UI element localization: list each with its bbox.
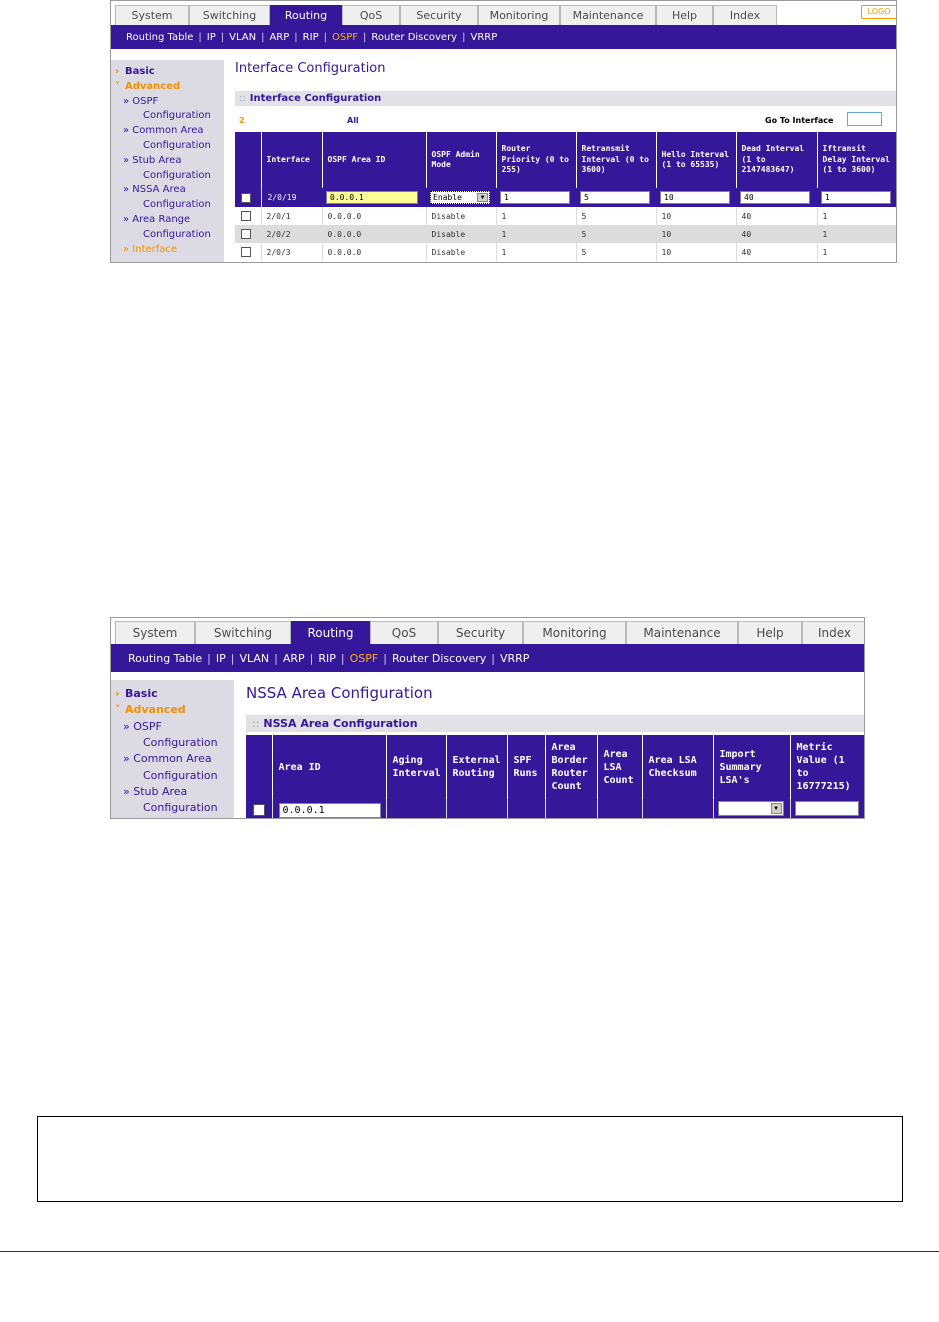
row-checkbox[interactable] [241,211,251,221]
column-header-interface: Interface [261,132,322,188]
column-header-dead-interval-1-to-2147483647: Dead Interval (1 to 2147483647) [736,132,817,188]
row-checkbox[interactable] [241,229,251,239]
sub-nav-bar [111,25,896,49]
retransmit-input[interactable]: 5 [580,191,650,204]
subnav-vrrp[interactable]: VRRP [499,651,530,665]
subnav-arp[interactable]: ARP [282,651,305,665]
sidebar-item-stub-area[interactable] [113,785,187,798]
sidebar-item-label: Basic [125,66,155,77]
page-title: Interface Configuration [235,61,386,76]
tab-index[interactable]: Index [802,621,865,644]
admin-mode-value: Enable [433,193,462,202]
empty-cell [386,799,446,819]
area-id-input[interactable]: 0.0.0.1 [279,803,381,818]
row-select-cell [235,207,261,225]
interface-value: 2/0/19 [267,193,297,202]
sidebar [111,60,224,263]
edit-cell-interface [261,188,322,207]
logo: LOGO [861,5,897,19]
interface-configuration-screenshot [110,0,897,263]
column-header-area-id: Area ID [272,735,386,799]
row-checkbox[interactable] [253,804,265,816]
row-checkbox[interactable] [241,247,251,257]
dropdown-arrow-icon: ▼ [771,803,782,814]
subnav-rip[interactable]: RIP [302,31,319,43]
column-header-router-priority-0-to-255: Router Priority (0 to 255) [496,132,576,188]
import-summary-select[interactable] [718,801,784,816]
tab-maintenance[interactable]: Maintenance [626,621,738,644]
cell-admin-mode: Disable [426,243,496,261]
sidebar-item-label: » Stub Area [123,154,182,166]
sidebar-item-basic[interactable] [115,687,158,700]
subnav-ospf[interactable]: OSPF [331,31,358,43]
chevron-down-icon: ˅ [115,80,120,92]
area-id-input[interactable]: 0.0.0.1 [326,191,418,204]
edit-cell-metric [790,799,865,819]
tab-security[interactable]: Security [438,621,523,644]
sidebar-item-area-range[interactable] [113,214,190,225]
sidebar-item-label: » OSPF [123,95,159,107]
subnav-vlan[interactable]: VLAN [229,31,257,43]
metric-value-input[interactable] [795,801,859,816]
sidebar-item-configuration[interactable] [123,769,218,782]
column-header-area-border-router-count: Area Border Router Count [545,735,597,799]
subnav-separator: | [220,31,225,43]
sidebar-item-configuration[interactable] [123,229,211,240]
row-select-cell [235,243,261,261]
sidebar-item-label: Configuration [143,735,218,749]
column-header-aging-interval: Aging Interval [386,735,446,799]
edit-cell-retransmit [576,188,656,207]
cell-dead: 40 [736,243,817,261]
subnav-separator: | [274,651,278,665]
sidebar-item-configuration[interactable] [123,140,211,151]
column-header-area-lsa-checksum: Area LSA Checksum [642,735,713,799]
column-header-external-routing: External Routing [446,735,507,799]
subnav-ip[interactable]: IP [206,31,216,43]
cell-area-id: 0.0.0.0 [322,225,426,243]
sidebar-item-label: » Interface [123,243,178,255]
tab-routing[interactable]: Routing [270,5,342,25]
column-header-ospf-admin-mode: OSPF Admin Mode [426,132,496,188]
dropdown-arrow-icon: ▼ [477,193,488,202]
priority-input[interactable]: 1 [500,191,570,204]
empty-cell [545,799,597,819]
cell-priority: 1 [496,225,576,243]
column-header-iftransit-delay-interval-1-to-3600: Iftransit Delay Interval (1 to 3600) [817,132,897,188]
tab-system[interactable]: System [115,621,195,644]
chevron-right-icon: › [115,687,120,700]
edit-cell-area-id [272,799,386,819]
sidebar-item-label: Configuration [143,199,211,211]
cell-dead: 40 [736,225,817,243]
empty-cell [642,799,713,819]
tab-qos[interactable]: QoS [342,5,400,25]
all-filter-link[interactable]: All [347,116,359,125]
subnav-vlan[interactable]: VLAN [239,651,270,665]
empty-cell [507,799,545,819]
sidebar-item-ospf[interactable] [113,720,162,733]
column-header-retransmit-interval-0-to-3600: Retransmit Interval (0 to 3600) [576,132,656,188]
sidebar-item-label: Configuration [143,110,211,122]
nssa-area-table [246,735,865,819]
column-header-ospf-area-id: OSPF Area ID [322,132,426,188]
interface-table [235,132,897,261]
subnav-separator: | [340,651,345,665]
section-dots-icon: :: [252,717,260,730]
subnav-ip[interactable]: IP [215,651,226,665]
column-header-metric-value-1-to-16777215: Metric Value (1 to 16777215) [790,735,865,799]
empty-cell [446,799,507,819]
sidebar-item-label: Configuration [143,140,211,151]
sidebar-item-label: » Stub Area [123,784,188,798]
subnav-separator: | [309,651,314,665]
subnav-separator: | [294,31,298,43]
subnav-rip[interactable]: RIP [318,651,336,665]
sidebar-item-label: Configuration [143,228,211,240]
chevron-right-icon: › [115,66,120,77]
cell-priority: 1 [496,207,576,225]
subnav-arp[interactable]: ARP [269,31,290,43]
sidebar-item-configuration[interactable] [123,110,211,121]
tab-monitoring[interactable]: Monitoring [478,5,560,25]
cell-priority: 1 [496,243,576,261]
subnav-separator: | [491,651,495,665]
sidebar-item-interface[interactable] [113,244,177,255]
subnav-separator: | [383,651,387,665]
tab-qos[interactable]: QoS [370,621,438,644]
sidebar-item-label: Advanced [125,703,186,717]
sidebar-item-configuration[interactable] [123,199,211,210]
column-header-spf-runs: SPF Runs [507,735,545,799]
column-header-area-lsa-count: Area LSA Count [597,735,642,799]
nav-gap [111,49,896,57]
tab-security[interactable]: Security [400,5,478,25]
page-title: NSSA Area Configuration [246,684,433,702]
dead-input[interactable]: 40 [740,191,810,204]
sub-nav-bar [111,644,864,672]
sidebar-item-configuration[interactable] [123,170,211,181]
cell-area-id: 0.0.0.0 [322,243,426,261]
main-tab-bar [111,1,896,25]
tab-maintenance[interactable]: Maintenance [560,5,656,25]
sidebar-item-label: Configuration [143,768,218,782]
sidebar-item-basic[interactable] [115,66,155,77]
cell-interface: 2/0/3 [261,243,322,261]
edit-cell-hello [656,188,736,207]
nssa-area-configuration-screenshot [110,617,865,819]
column-header-import-summary-lsa-s: Import Summary LSA's [713,735,790,799]
row-select-cell [235,225,261,243]
sidebar-item-label: » OSPF [123,719,162,733]
sidebar-item-label: Configuration [143,801,218,815]
cell-transit: 1 [817,243,897,261]
subnav-separator: | [230,651,235,665]
note-box [37,1116,903,1202]
tab-help[interactable]: Help [656,5,713,25]
cell-retransmit: 5 [576,207,656,225]
sidebar-item-label: » Common Area [123,752,212,766]
sidebar-item-label: » Common Area [123,125,204,137]
sidebar-item-advanced[interactable] [115,703,186,716]
subnav-separator: | [207,651,211,665]
subnav-router-discovery[interactable]: Router Discovery [391,651,487,665]
section-header [235,91,897,106]
sidebar-item-common-area[interactable] [113,752,212,765]
empty-cell [597,799,642,819]
table-row [235,207,897,225]
tab-switching[interactable]: Switching [195,621,291,644]
edit-cell-priority [496,188,576,207]
go-to-interface-input[interactable] [847,112,882,126]
table-row [235,225,897,243]
subnav-router-discovery[interactable]: Router Discovery [371,31,458,43]
sidebar-item-configuration[interactable] [123,736,218,749]
subnav-separator: | [198,31,202,43]
edit-cell-import-summary [713,799,790,819]
chevron-down-icon: ˅ [115,703,121,717]
cell-retransmit: 5 [576,243,656,261]
cell-admin-mode: Disable [426,225,496,243]
tab-monitoring[interactable]: Monitoring [523,621,626,644]
sidebar-item-stub-area[interactable] [113,155,181,166]
cell-dead: 40 [736,207,817,225]
sidebar-item-label: » NSSA Area [123,184,186,196]
subnav-vrrp[interactable]: VRRP [470,31,498,43]
cell-hello: 10 [656,207,736,225]
table-edit-row [235,188,897,207]
sidebar-item-label: Advanced [125,80,181,92]
column-header-hello-interval-1-to-65535: Hello Interval (1 to 65535) [656,132,736,188]
section-dots-icon: :: [239,93,246,104]
cell-hello: 10 [656,225,736,243]
sidebar-item-label: Configuration [143,169,211,181]
table-row [235,243,897,261]
edit-cell-dead [736,188,817,207]
sidebar-item-common-area[interactable] [113,125,204,136]
sidebar-item-ospf[interactable] [113,96,158,107]
subnav-routing-table[interactable]: Routing Table [128,651,203,665]
edit-cell-transit [817,188,897,207]
tab-help[interactable]: Help [738,621,802,644]
column-header-select [246,735,272,799]
column-header-select [235,132,261,188]
main-tab-bar [111,618,864,644]
section-header [246,715,865,732]
section-title: Interface Configuration [249,93,382,104]
sidebar-item-nssa-area[interactable] [113,184,186,195]
tab-switching[interactable]: Switching [189,5,270,25]
cell-hello: 10 [656,243,736,261]
subnav-separator: | [462,31,466,43]
row-select-cell [246,799,272,819]
admin-mode-select[interactable] [430,191,490,204]
cell-interface: 2/0/2 [261,225,322,243]
subnav-routing-table[interactable]: Routing Table [126,31,194,43]
footer-rule [0,1251,939,1252]
section-title: NSSA Area Configuration [263,717,418,730]
table-edit-row [246,799,865,819]
transit-input[interactable]: 1 [821,191,891,204]
edit-cell-area-id [322,188,426,207]
cell-retransmit: 5 [576,225,656,243]
hello-input[interactable]: 10 [660,191,730,204]
sidebar-item-label: Basic [125,687,158,700]
cell-area-id: 0.0.0.0 [322,207,426,225]
main-tabs [115,621,865,644]
subnav-separator: | [261,31,265,43]
cell-transit: 1 [817,207,897,225]
sidebar-item-configuration[interactable] [123,801,218,814]
sidebar-item-advanced[interactable] [115,81,180,92]
tab-routing[interactable]: Routing [291,621,370,644]
tab-system[interactable]: System [115,5,189,25]
subnav-separator: | [323,31,327,43]
sidebar [111,680,234,819]
unit-filter-link[interactable]: 2 [239,116,245,125]
sidebar-item-label: » Area Range [123,214,191,225]
main-tabs [115,5,777,25]
tab-index[interactable]: Index [713,5,777,25]
subnav-ospf[interactable]: OSPF [349,651,379,665]
cell-admin-mode: Disable [426,207,496,225]
go-to-interface-label: Go To Interface [765,116,834,125]
subnav-separator: | [363,31,367,43]
row-checkbox[interactable] [241,193,251,203]
filter-row [235,108,897,131]
row-select-cell [235,188,261,207]
edit-cell-admin-mode [426,188,496,207]
cell-transit: 1 [817,225,897,243]
cell-interface: 2/0/1 [261,207,322,225]
